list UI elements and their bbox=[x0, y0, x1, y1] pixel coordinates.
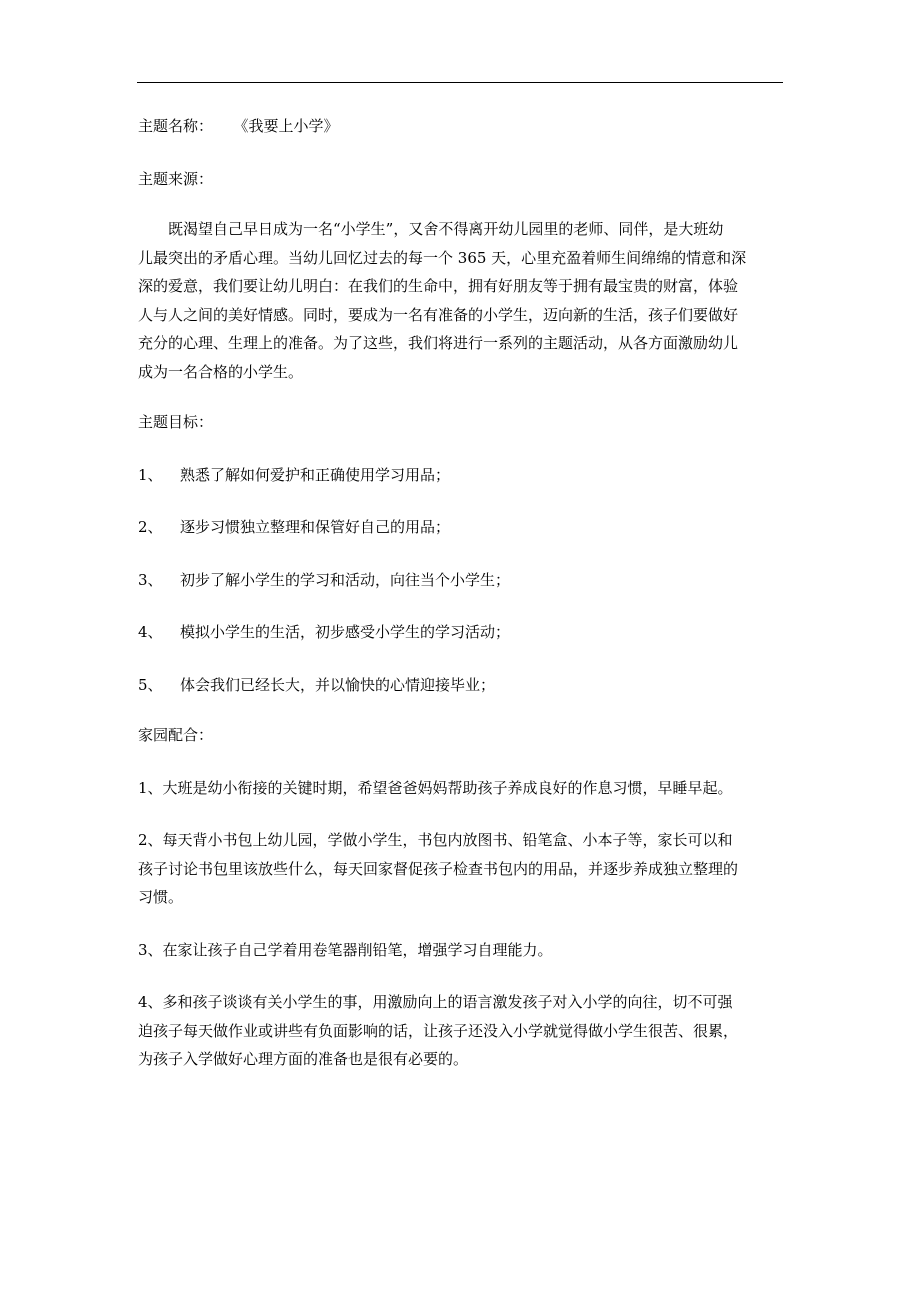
home-item-line: 为孩子入学做好心理方面的准备也是很有必要的。 bbox=[138, 1050, 469, 1068]
source-line: 成为一名合格的小学生。 bbox=[138, 362, 304, 381]
home-item bbox=[138, 774, 798, 803]
goal-text: 逐步习惯独立整理和保管好自己的用品； bbox=[180, 518, 451, 536]
goal-item bbox=[138, 461, 798, 490]
source-line: 儿最突出的矛盾心理。当幼儿回忆过去的每一个 365 天，心里充盈着师生间绵绵的情意和深 bbox=[138, 248, 747, 267]
goal-number: 2、 bbox=[138, 518, 163, 536]
home-item-line: 迫孩子每天做作业或讲些有负面影响的话，让孩子还没入小学就觉得做小学生很苦、很累， bbox=[138, 1021, 739, 1040]
topic-name-label: 主题名称： bbox=[138, 117, 214, 135]
home-item-line: 2、每天背小书包上幼儿园，学做小学生，书包内放图书、铅笔盒、小本子等，家长可以和 bbox=[138, 831, 733, 849]
source-line: 人与人之间的美好情感。同时，要成为一名有准备的小学生，迈向新的生活，孩子们要做好 bbox=[138, 305, 739, 324]
goal-text: 熟悉了解如何爱护和正确使用学习用品； bbox=[180, 465, 451, 484]
home-item-line: 3、在家让孩子自己学着用卷笔器削铅笔，增强学习自理能力。 bbox=[138, 940, 553, 959]
topic-goals-label: 主题目标： bbox=[138, 413, 214, 431]
header-rule bbox=[137, 82, 783, 83]
topic-name-line bbox=[138, 112, 798, 141]
goal-item bbox=[138, 513, 798, 542]
source-line: 深的爱意，我们要让幼儿明白：在我们的生命中，拥有好朋友等于拥有最宝贵的财富，体验 bbox=[138, 277, 739, 295]
goal-text: 模拟小学生的生活，初步感受小学生的学习活动； bbox=[180, 623, 511, 641]
source-line: 既渴望自己早日成为一名“小学生”，又舍不得离开幼儿园里的老师、同伴，是大班幼 bbox=[168, 220, 724, 238]
goal-number: 3、 bbox=[138, 570, 163, 589]
home-cooperation-label: 家园配合： bbox=[138, 726, 214, 744]
home-item bbox=[138, 826, 798, 912]
goal-number: 1、 bbox=[138, 465, 163, 484]
topic-source-paragraph bbox=[138, 215, 798, 386]
goal-item bbox=[138, 566, 798, 595]
home-item-line: 孩子讨论书包里该放些什么，每天回家督促孩子检查书包内的用品，并逐步养成独立整理的 bbox=[138, 859, 739, 878]
goal-item bbox=[138, 618, 798, 647]
goals-list bbox=[138, 461, 798, 700]
goal-item bbox=[138, 671, 798, 700]
home-item-line: 4、多和孩子谈谈有关小学生的事，用激励向上的语言激发孩子对入小学的向往，切不可强 bbox=[138, 993, 733, 1011]
topic-source-label: 主题来源： bbox=[138, 169, 214, 188]
topic-name-value: 《我要上小学》 bbox=[241, 117, 339, 135]
home-item bbox=[138, 936, 798, 965]
home-cooperation-list bbox=[138, 774, 798, 1074]
goal-text: 初步了解小学生的学习和活动，向往当个小学生； bbox=[180, 570, 511, 589]
home-item-line: 习惯。 bbox=[138, 888, 184, 906]
document-body bbox=[138, 112, 798, 1074]
source-line: 充分的心理、生理上的准备。为了这些，我们将进行一系列的主题活动，从各方面激励幼儿 bbox=[138, 334, 739, 352]
home-item bbox=[138, 988, 798, 1074]
goal-number: 5、 bbox=[138, 675, 163, 694]
home-item-line: 1、大班是幼小衔接的关键时期，希望爸爸妈妈帮助孩子养成良好的作息习惯，早睡早起。 bbox=[138, 778, 733, 797]
goal-number: 4、 bbox=[138, 623, 163, 641]
goal-text: 体会我们已经长大，并以愉快的心情迎接毕业； bbox=[180, 675, 496, 694]
